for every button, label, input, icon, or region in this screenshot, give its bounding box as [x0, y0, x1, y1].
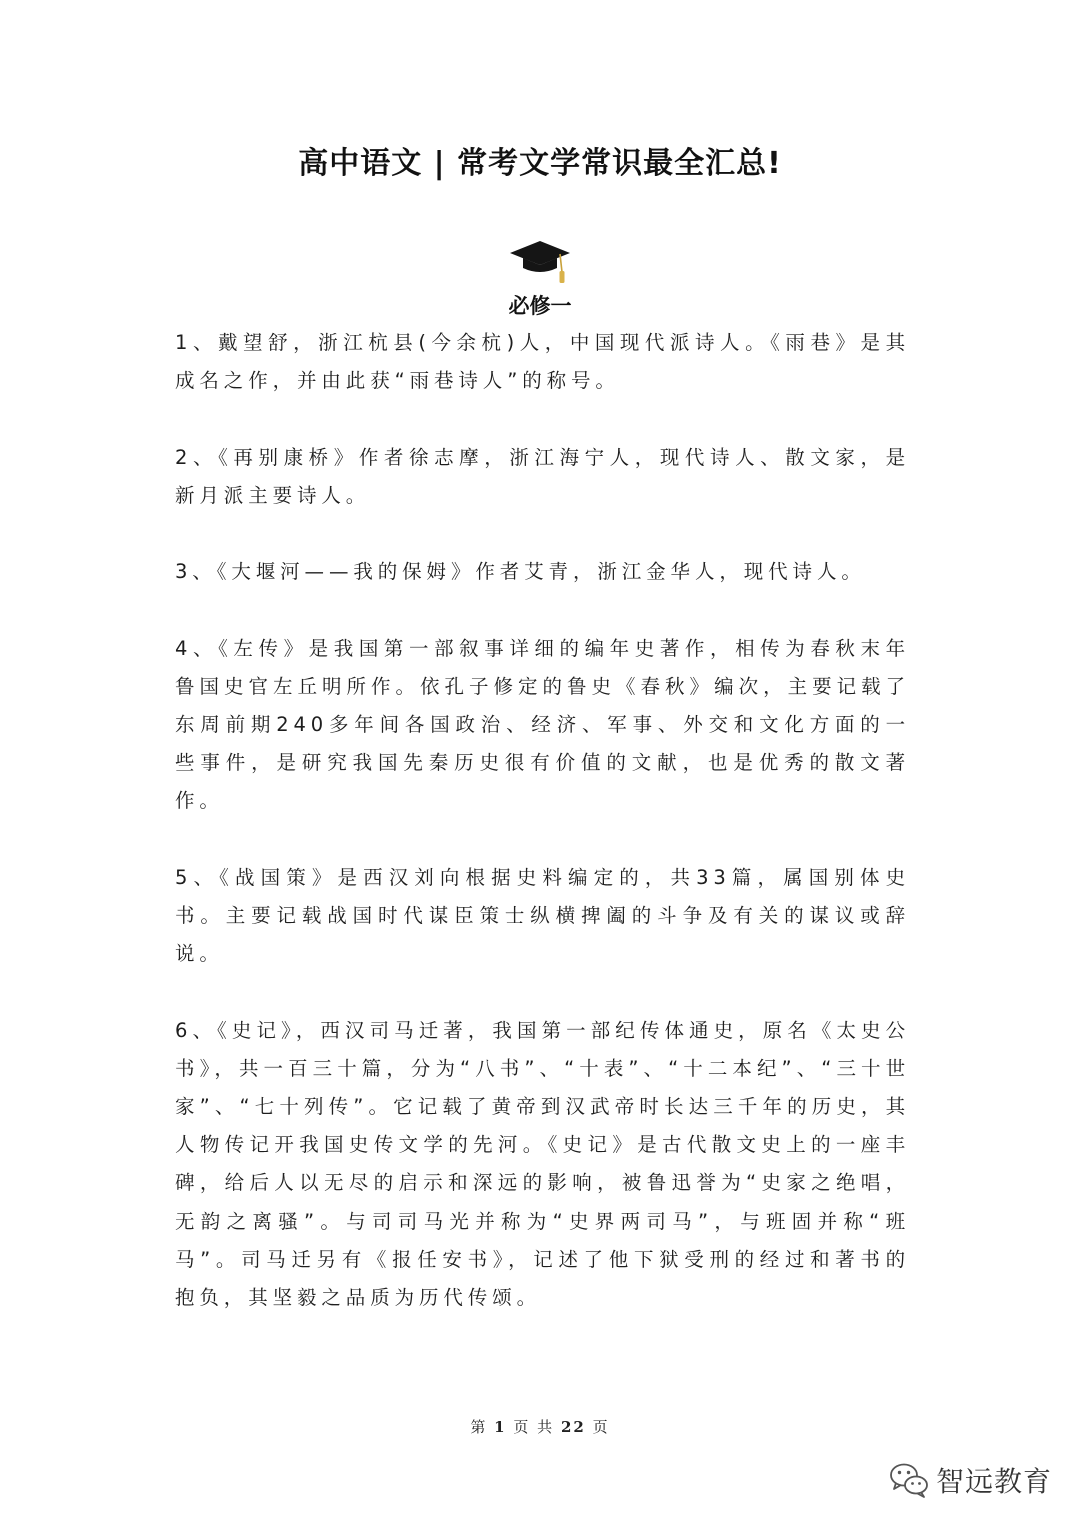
paragraph-1: 1、戴望舒，浙江杭县(今余杭)人，中国现代派诗人。《雨巷》是其成名之作，并由此获“雨巷诗人”的称号。	[175, 331, 910, 393]
paragraph-4: 4、《左传》是我国第一部叙事详细的编年史著作，相传为春秋末年鲁国史官左丘明所作。依孔子修定的鲁史《春秋》编次，主要记载了东周前期240多年间各国政治、经济、军事、外交和文化方面的一些事件，是研究我国先秦历史很有价值的文献，也是优秀的散文著作。	[175, 636, 910, 813]
section-title: 必修一	[508, 293, 572, 318]
paragraph-2: 2、《再别康桥》作者徐志摩，浙江海宁人，现代诗人、散文家，是新月派主要诗人。	[175, 445, 910, 507]
wechat-icon	[888, 1460, 930, 1500]
document-body	[175, 324, 910, 1355]
footer-middle: 页 共	[513, 1418, 555, 1436]
current-page-number: 1	[494, 1418, 507, 1436]
page-title: 高中语文 | 常考文学常识最全汇总!	[298, 146, 782, 181]
paragraph-5: 5、《战国策》是西汉刘向根据史料编定的，共33篇，属国别体史书。主要记载战国时代谋臣策士纵横捭阖的斗争及有关的谋议或辞说。	[175, 865, 910, 966]
footer-suffix: 页	[592, 1418, 610, 1436]
graduation-cap-icon	[508, 238, 572, 288]
total-pages-number: 22	[560, 1418, 586, 1436]
page-footer	[0, 1416, 1080, 1437]
paragraph-3: 3、《大堰河——我的保姆》作者艾青，浙江金华人，现代诗人。	[175, 560, 866, 584]
watermark	[888, 1458, 1052, 1502]
footer-prefix: 第	[470, 1418, 488, 1436]
watermark-text: 智远教育	[936, 1465, 1053, 1498]
paragraph-6: 6、《史记》，西汉司马迁著，我国第一部纪传体通史，原名《太史公书》，共一百三十篇，分为“八书”、“十表”、“十二本纪”、“三十世家”、“七十列传”。它记载了黄帝到汉武帝时长达三千年的历史，其人物传记开我国史传文学的先河。《史记》是古代散文史上的一座丰碑，给后人以无尽的启示和深远的影响，被鲁迅誉为“史家之绝唱，无韵之离骚”。与司司马光并称为“史界两司马”，与班固并称“班马”。司马迁另有《报任安书》，记述了他下狱受刑的经过和著书的抱负，其坚毅之品质为历代传颂。	[175, 1018, 910, 1309]
